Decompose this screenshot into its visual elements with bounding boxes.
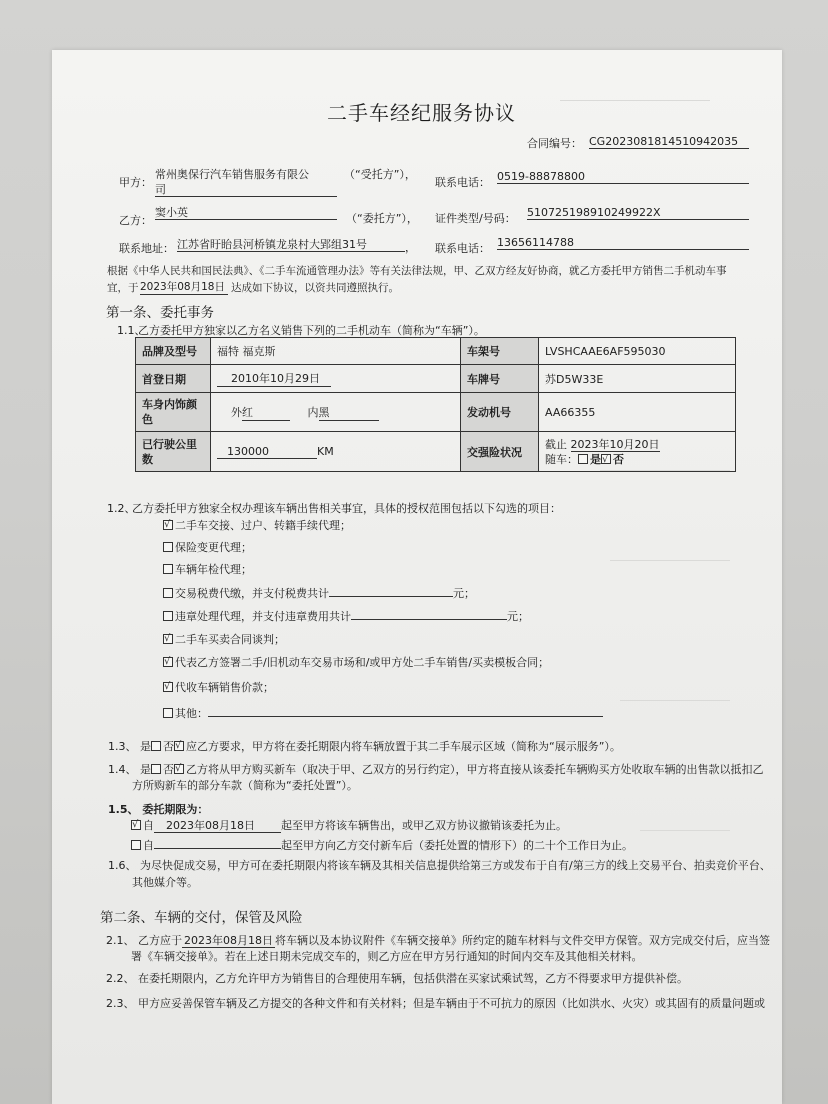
option-item [163, 585, 475, 600]
yes-label: 是 [140, 763, 151, 776]
option-label: 交易税费代缴，并支付税费共计 [175, 587, 329, 600]
article2-title: 第二条、车辆的交付，保管及风险 [100, 910, 303, 926]
term-checkbox[interactable] [131, 820, 141, 830]
vin-label: 车架号 [461, 338, 539, 365]
violation-amount-blank[interactable] [351, 608, 507, 620]
party-a-role: （“受托方”）， [344, 168, 416, 181]
option-label: 二手车交接、过户、转籍手续代理； [175, 519, 351, 532]
term-text: 起至甲方向乙方交付新车后（委托处置的情形下）的二十个工作日为止。 [281, 839, 633, 852]
clause-1-2-number: 1.2、 [107, 502, 136, 515]
option-label: 其他： [175, 707, 208, 720]
clause-2-2 [106, 972, 688, 985]
option-checkbox[interactable] [163, 634, 173, 644]
document-title: 二手车经纪服务协议 [327, 101, 516, 125]
reg-date-label: 首登日期 [136, 365, 211, 393]
brand-label: 品牌及型号 [136, 338, 211, 365]
tax-amount-blank[interactable] [329, 585, 453, 597]
option-item [163, 563, 252, 576]
preamble-line2-suffix: 达成如下协议，以资共同遵照执行。 [231, 282, 399, 294]
follow-no-checkbox[interactable] [601, 454, 611, 464]
punctuation: ， [405, 241, 416, 254]
yes-checkbox[interactable] [151, 764, 161, 774]
term-option-2 [131, 837, 633, 852]
term-prefix: 自 [143, 819, 154, 832]
vin-value: LVSHCAAE6AF595030 [539, 338, 736, 365]
mileage-label: 已行驶公里数 [136, 432, 211, 472]
option-checkbox[interactable] [163, 708, 173, 718]
clause-1-6-line2: 其他媒介等。 [132, 876, 198, 889]
interior-color: 黑 [319, 404, 379, 421]
clause-1-4 [108, 763, 764, 776]
clause-text: 在委托期限内，乙方允许甲方为销售目的合理使用车辆，包括供潜在买家试乘试驾，乙方不得要求甲方提供补偿。 [138, 972, 688, 985]
term-start-date: 2023年08月18日 [154, 819, 281, 833]
table-row [136, 432, 736, 472]
plate-label: 车牌号 [461, 365, 539, 393]
option-label: 车辆年检代理； [175, 563, 252, 576]
other-blank[interactable] [208, 705, 603, 717]
preamble-date: 2023年08月18日 [140, 279, 228, 295]
term-text: 起至甲方将该车辆售出，或甲乙双方协议撤销该委托为止。 [281, 819, 567, 832]
option-item [163, 681, 274, 694]
term-start-blank[interactable] [154, 837, 281, 849]
party-a-name-line1: 常州奥保行汽车销售服务有限公 [155, 168, 309, 181]
party-b-phone: 13656114788 [497, 236, 749, 250]
term-prefix: 自 [143, 839, 154, 852]
option-label: 二手车买卖合同谈判； [175, 633, 285, 646]
clause-1-2-text: 乙方委托甲方独家全权办理该车辆出售相关事宜，具体的授权范围包括以下勾选的项目： [132, 502, 561, 515]
party-b-phone-label: 联系电话： [435, 242, 490, 255]
option-checkbox[interactable] [163, 542, 173, 552]
clause-1-6 [108, 859, 771, 872]
party-b-id-label: 证件类型/号码： [435, 212, 516, 225]
clause-1-4-line2: 方所购新车的部分车款（简称为“委托处置”）。 [132, 779, 358, 792]
follow-yes-checkbox[interactable] [578, 454, 588, 464]
clause-2-3 [106, 997, 765, 1010]
no-label: 否 [163, 763, 174, 776]
no-checkbox[interactable] [174, 764, 184, 774]
clause-number: 1.3、 [108, 740, 137, 753]
interior-prefix: 内 [307, 405, 319, 419]
vehicle-table [135, 337, 736, 472]
party-b-name: 窦小英 [155, 206, 337, 220]
option-checkbox[interactable] [163, 611, 173, 621]
party-b-label: 乙方： [119, 214, 152, 227]
mileage-unit: KM [317, 444, 334, 458]
option-checkbox[interactable] [163, 520, 173, 530]
option-item [163, 633, 285, 646]
clause-number: 2.3、 [106, 997, 135, 1010]
option-label: 代表乙方签署二手/旧机动车交易市场和/或甲方处二手车销售/买卖模板合同； [175, 656, 550, 669]
insurance-label: 交强险状况 [461, 432, 539, 472]
mileage-value: 130000 [217, 445, 317, 459]
clause-1-1-number: 1.1、 [117, 324, 146, 337]
exterior-color: 红 [242, 404, 290, 421]
engine-label: 发动机号 [461, 393, 539, 432]
clause-1-1-text: 乙方委托甲方独家以乙方名义销售下列的二手机动车（简称为“车辆”）。 [138, 324, 485, 337]
clause-text: 应乙方要求，甲方将在委托期限内将车辆放置于其二手车展示区域（简称为“展示服务”）。 [186, 740, 621, 753]
option-label: 保险变更代理； [175, 541, 252, 554]
contract-no-label: 合同编号： [527, 137, 582, 150]
brand-value: 福特 福克斯 [211, 338, 461, 365]
clause-number: 2.1、 [106, 934, 135, 947]
clause-number: 1.4、 [108, 763, 137, 776]
yes-label: 是 [140, 740, 151, 753]
option-suffix: 元； [507, 610, 529, 623]
option-item [163, 541, 252, 554]
option-checkbox[interactable] [163, 657, 173, 667]
follow-no-label: 否 [613, 452, 624, 466]
clause-text: 甲方应妥善保管车辆及乙方提交的各种文件和有关材料；但是车辆由于不可抗力的原因（比如洪水、火灾）或其固有的质量问题或 [138, 997, 765, 1010]
follow-car-label: 随车： [545, 452, 578, 466]
no-label: 否 [163, 740, 174, 753]
article1-title: 第一条、委托事务 [106, 305, 214, 321]
option-item [163, 656, 549, 669]
option-suffix: 元； [453, 587, 475, 600]
party-a-phone-label: 联系电话： [435, 176, 490, 189]
yes-checkbox[interactable] [151, 741, 161, 751]
clause-2-1-line2: 署《车辆交接单》。若在上述日期未完成交车的，则乙方应在甲方另行通知的时间内交车及其他相关材料。 [131, 950, 643, 963]
clause-prefix: 乙方应于 [138, 934, 182, 947]
plate-value: 苏D5W33E [539, 365, 736, 393]
option-label: 代收车辆销售价款； [175, 681, 274, 694]
insurance-cell [539, 432, 736, 472]
clause-2-1 [106, 934, 770, 948]
exterior-prefix: 外 [231, 405, 242, 419]
option-checkbox[interactable] [163, 682, 173, 692]
option-checkbox[interactable] [163, 588, 173, 598]
table-row [136, 365, 736, 393]
clause-text: 为尽快促成交易，甲方可在委托期限内将该车辆及其相关信息提供给第三方或发布于自有/第三方的线上交易平台、拍卖竞价平台、 [140, 859, 771, 872]
mileage-cell [211, 432, 461, 472]
option-item [163, 608, 529, 623]
color-label: 车身内饰颜色 [136, 393, 211, 432]
reg-date-cell [211, 365, 461, 393]
clause-1-5-title [108, 803, 208, 816]
option-item [163, 519, 351, 532]
term-checkbox[interactable] [131, 840, 141, 850]
color-cell [211, 393, 461, 432]
clause-text: 乙方将从甲方购买新车（取决于甲、乙双方的另行约定），甲方将直接从该委托车辆购买方处收取车辆的出售款以抵扣乙 [186, 763, 764, 776]
option-item [163, 705, 603, 720]
option-label: 违章处理代理，并支付违章费用共计 [175, 610, 351, 623]
insurance-prefix: 截止 [545, 437, 567, 451]
party-a-phone: 0519-88878800 [497, 170, 749, 184]
party-b-address: 江苏省盱眙县河桥镇龙泉村大郢组31号 [177, 238, 405, 252]
term-option-1 [131, 819, 567, 833]
follow-yes-label: 是 [590, 452, 601, 466]
preamble-line1: 根据《中华人民共和国民法典》、《二手车流通管理办法》等有关法律法规，甲、乙双方经友好协商，就乙方委托甲方销售二手机动车事 [107, 265, 727, 277]
table-row [136, 393, 736, 432]
party-a-label: 甲方： [119, 176, 152, 189]
no-checkbox[interactable] [174, 741, 184, 751]
party-b-address-label: 联系地址： [119, 242, 174, 255]
clause-1-3 [108, 740, 621, 753]
engine-value: AA66355 [539, 393, 736, 432]
delivery-date: 2023年08月18日 [184, 934, 273, 947]
party-b-id-no: 510725198910249922X [527, 206, 749, 220]
insurance-date: 2023年10月20日 [570, 437, 660, 451]
option-checkbox[interactable] [163, 564, 173, 574]
clause-number: 1.5、 [108, 803, 139, 816]
table-row [136, 338, 736, 365]
clause-title: 委托期限为： [142, 803, 209, 816]
clause-number: 1.6、 [108, 859, 137, 872]
party-a-name-line2: 司 [155, 183, 337, 197]
reg-date-value: 2010年10月29日 [217, 370, 331, 387]
clause-number: 2.2、 [106, 972, 135, 985]
preamble-line2-prefix: 宜，于 [107, 282, 139, 294]
contract-no: CG2023081814510942035 [589, 135, 749, 149]
party-b-role: （“委托方”）， [346, 212, 418, 225]
clause-text: 将车辆以及本协议附件《车辆交接单》所约定的随车材料与文件交甲方保管。双方完成交付后，应当签 [275, 934, 770, 947]
